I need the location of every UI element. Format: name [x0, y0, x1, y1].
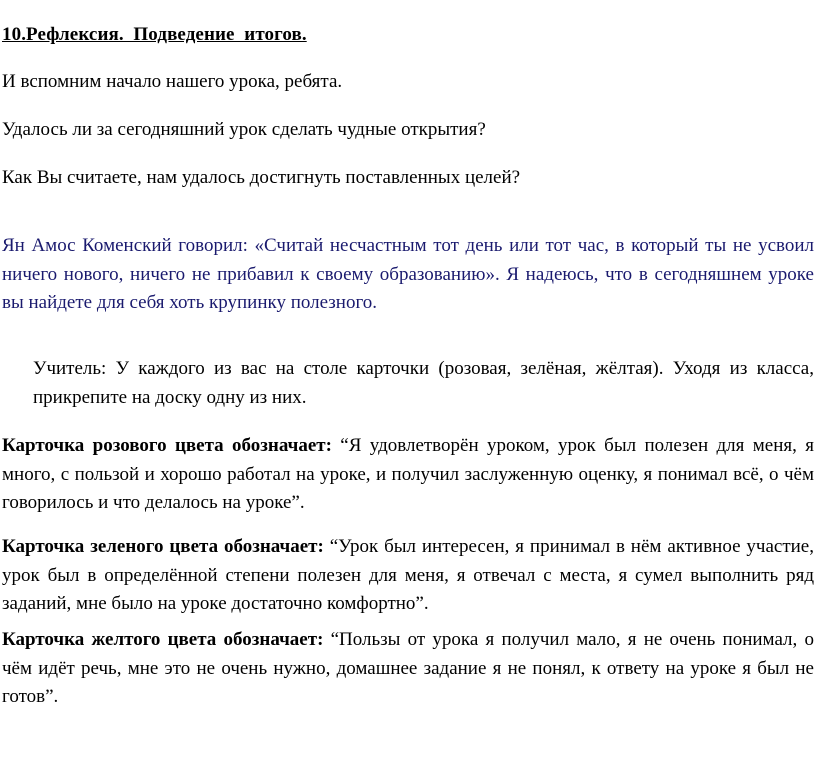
card-yellow-label: Карточка желтого цвета обозначает: — [2, 629, 324, 650]
card-green-label: Карточка зеленого цвета обозначает: — [2, 536, 324, 557]
intro-line-1: И вспомним начало нашего урока, ребята. — [2, 71, 343, 92]
card-yellow-text: “Пользы от урока я получил мало, я не очень понимал, о чём идёт речь, мне это не очень нужно, домашнее задание я не понял, к ответу на уроке я был не готов”. — [2, 629, 814, 707]
comenius-quote: Ян Амос Коменский говорил: «Считай несчастным тот день или тот час, в который ты не усвоил ничего нового, ничего не прибавил к своему образованию». Я надеюсь, что в сегодняшнем уроке вы найдете для себя хоть крупинку полезного. — [2, 235, 814, 313]
teacher-instruction: Учитель: У каждого из вас на столе карточки (розовая, зелёная, жёлтая). Уходя из класса, прикрепите на доску одну из них. — [33, 358, 814, 408]
intro-line-2: Удалось ли за сегодняшний урок сделать чудные открытия? — [2, 119, 486, 140]
intro-line-3: Как Вы считаете, нам удалось достигнуть поставленных целей? — [2, 167, 521, 188]
card-green-text: “Урок был интересен, я принимал в нём активное участие, урок был в определённой степени полезен для меня, я отвечал с места, я сумел выполнить ряд заданий, мне было на уроке достаточно комфортно”. — [2, 536, 814, 614]
card-pink-label: Карточка розового цвета обозначает: — [2, 435, 332, 456]
section-heading: 10.Рефлексия. Подведение итогов. — [2, 24, 307, 45]
card-pink-text: “Я удовлетворён уроком, урок был полезен для меня, я много, с пользой и хорошо работал на уроке, и получил заслуженную оценку, я понимал всё, о чём говорилось и что делалось на уроке”. — [2, 435, 814, 513]
card-green — [2, 533, 814, 619]
card-yellow — [2, 626, 814, 712]
card-pink — [2, 432, 814, 518]
